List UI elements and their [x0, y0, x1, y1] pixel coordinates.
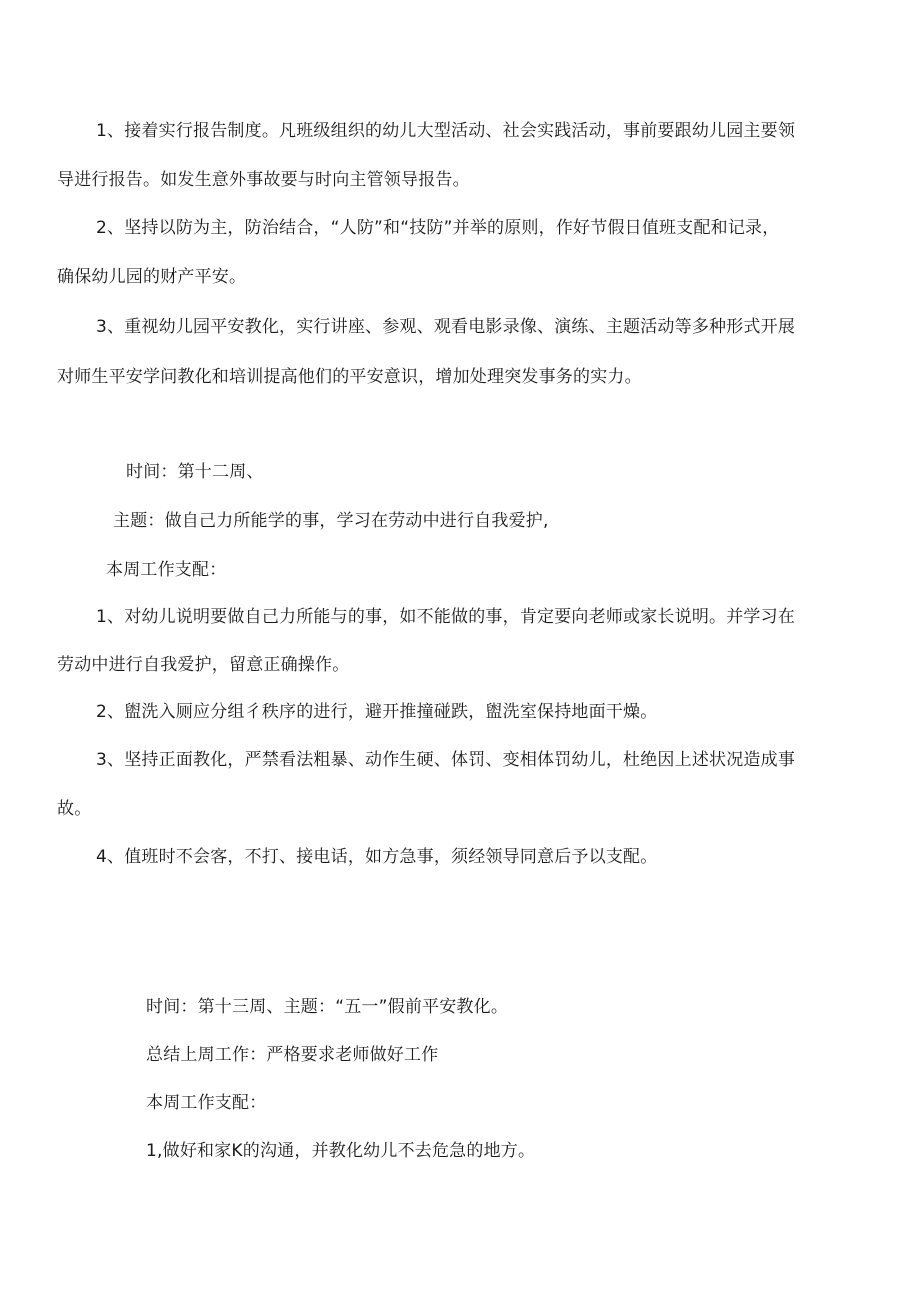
section2-item2-line1: 2、盥洗入厕应分组彳秩序的进行，避开推撞碰跌，盥洗室保持地面干燥。: [96, 702, 658, 722]
section3-time-theme: 时间：第十三周、主题：“五一”假前平安教化。: [146, 997, 509, 1017]
section2-item4-line1: 4、值班时不会客，不打、接电话，如方急事，须经领导同意后予以支配。: [96, 847, 658, 867]
section2-plan-heading: 本周工作支配：: [106, 560, 227, 580]
section3-plan-heading: 本周工作支配：: [146, 1093, 267, 1113]
section1-item2-line2: 确保幼儿园的财产平安。: [57, 267, 247, 287]
section1-item3-line2: 对师生平安学问教化和培训提高他们的平安意识，增加处理突发事务的实力。: [57, 367, 642, 387]
section3-item1-line1: 1,做好和家K的沟通，并教化幼儿不去危急的地方。: [146, 1141, 536, 1161]
section2-item1-line2: 劳动中进行自我爱护，留意正确操作。: [57, 655, 350, 675]
section2-item3-line2: 故。: [57, 799, 92, 819]
section3-summary: 总结上周工作：严格要求老师做好工作: [146, 1045, 439, 1065]
section1-item1-line2: 导进行报告。如发生意外事故要与时向主管领导报告。: [57, 170, 470, 190]
section2-item3-line1: 3、坚持正面教化，严禁看法粗暴、动作生硬、体罚、变相体罚幼儿，杜绝因上述状况造成事: [96, 750, 796, 770]
section1-item1-line1: 1、接着实行报告制度。凡班级组织的幼儿大型活动、社会实践活动，事前要跟幼儿园主要领: [96, 121, 796, 141]
section2-time: 时间：第十二周、: [126, 462, 264, 482]
section1-item2-line1: 2、坚持以防为主，防治结合，“人防”和“技防”并举的原则，作好节假日值班支配和记录，: [96, 218, 780, 238]
section1-item3-line1: 3、重视幼儿园平安教化，实行讲座、参观、观看电影录像、演练、主题活动等多种形式开展: [96, 317, 796, 337]
section2-theme: 主题：做自己力所能学的事，学习在劳动中进行自我爱护,: [113, 511, 549, 531]
section2-item1-line1: 1、对幼儿说明要做自己力所能与的事，如不能做的事，肯定要向老师或家长说明。并学习在: [96, 607, 796, 627]
